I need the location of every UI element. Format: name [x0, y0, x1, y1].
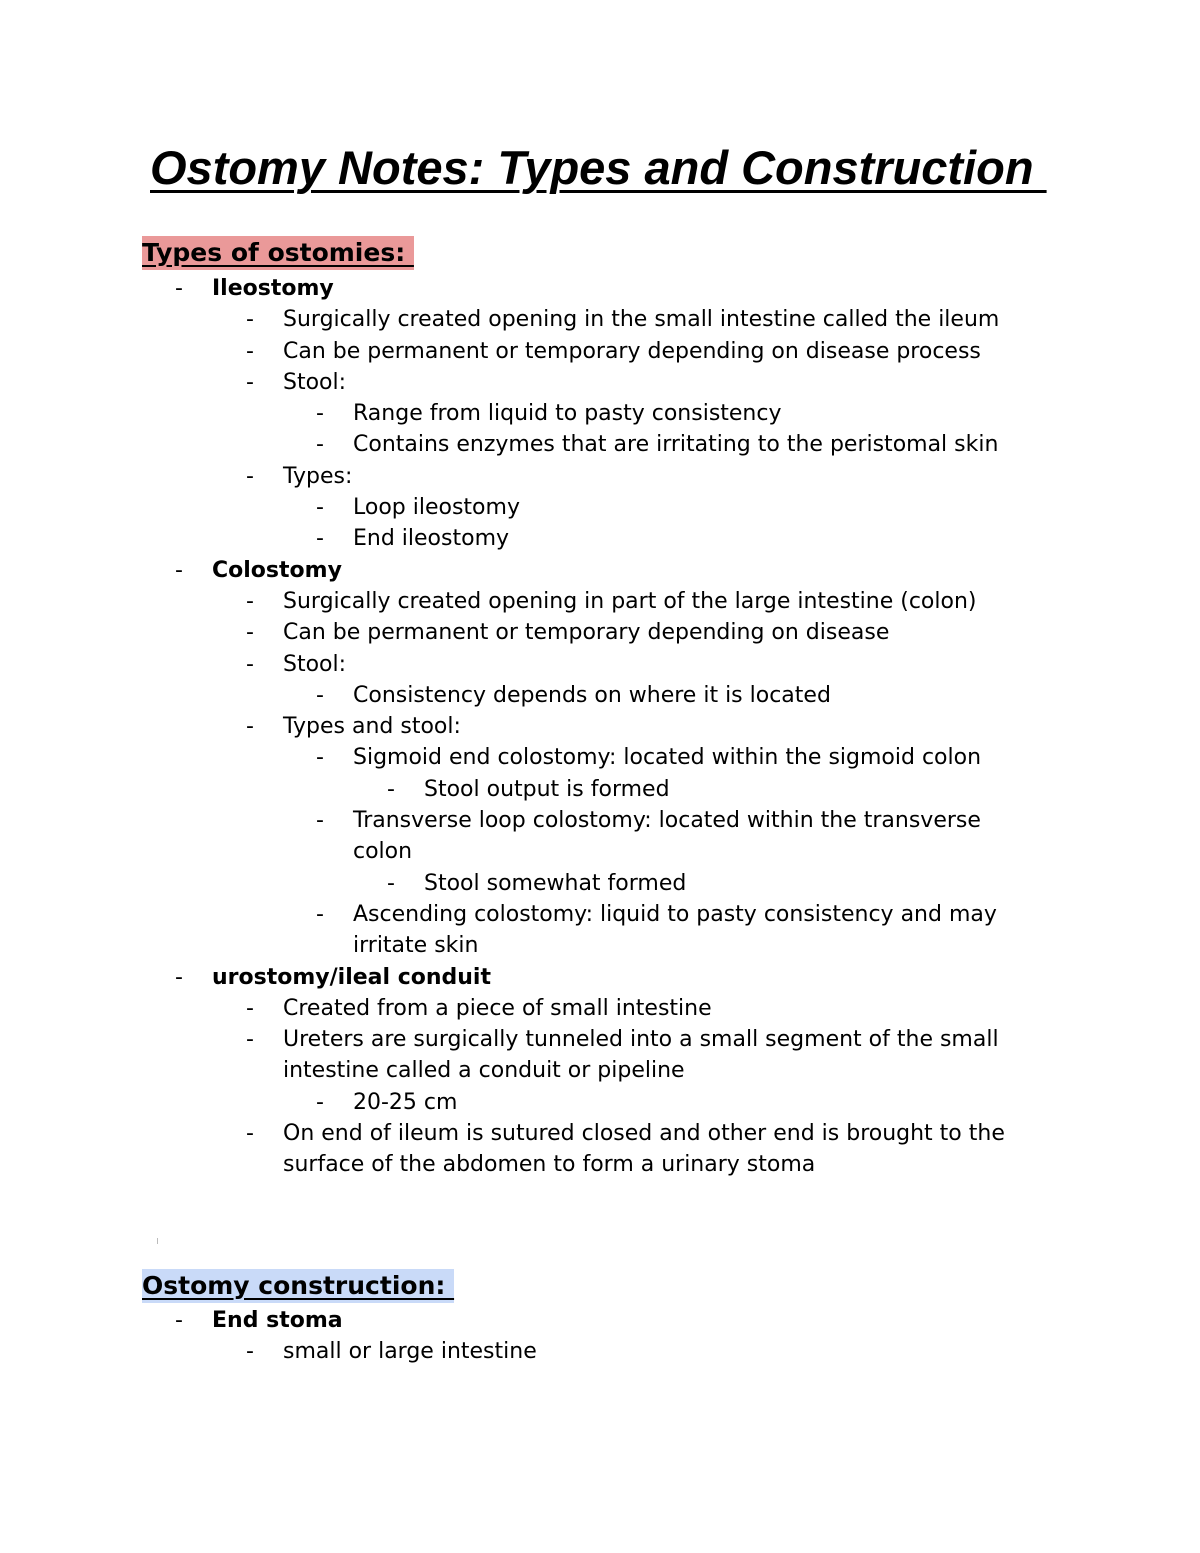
list-item-text: Stool somewhat formed — [424, 870, 687, 896]
list-item — [0, 649, 1200, 680]
list-item-text: Can be permanent or temporary depending on disease process — [283, 338, 981, 364]
list-item-continuation — [0, 1055, 1200, 1086]
list-item — [0, 1336, 1200, 1367]
bullet-dash: - — [316, 495, 324, 521]
section-heading-types: Types of ostomies: — [142, 236, 414, 270]
list-item-text: Types and stool: — [283, 714, 461, 740]
list-item — [0, 774, 1200, 805]
list-item — [0, 868, 1200, 899]
list-item-text: Contains enzymes that are irritating to the peristomal skin — [353, 432, 999, 458]
list-item — [0, 617, 1200, 648]
list-item-text: Surgically created opening in part of the large intestine (colon) — [283, 588, 977, 614]
stray-mark — [157, 1238, 158, 1244]
list-item — [0, 899, 1200, 930]
bullet-dash: - — [246, 307, 254, 333]
list-item-text: Can be permanent or temporary depending on disease — [283, 620, 890, 646]
bullet-dash: - — [316, 401, 324, 427]
bullet-dash: - — [316, 901, 324, 927]
bullet-dash: - — [316, 745, 324, 771]
list-item — [0, 1118, 1200, 1149]
list-item — [0, 1024, 1200, 1055]
bullet-dash: - — [316, 1089, 324, 1115]
bullet-dash: - — [175, 557, 183, 583]
list-item-text: Sigmoid end colostomy: located within the sigmoid colon — [353, 745, 982, 771]
list-item-text: irritate skin — [353, 933, 479, 959]
bullet-dash: - — [316, 432, 324, 458]
list-item-continuation — [0, 1149, 1200, 1180]
list-item-text: intestine called a conduit or pipeline — [283, 1058, 685, 1084]
list-item — [0, 586, 1200, 617]
list-item — [0, 962, 1200, 993]
bullet-dash: - — [246, 651, 254, 677]
list-item-text: On end of ileum is sutured closed and other end is brought to the — [283, 1121, 1005, 1147]
list-item — [0, 367, 1200, 398]
list-item-text: Ureters are surgically tunneled into a small segment of the small — [283, 1027, 999, 1053]
list-item — [0, 742, 1200, 773]
list-item-text: Loop ileostomy — [353, 495, 520, 521]
list-item-text: surface of the abdomen to form a urinary stoma — [283, 1152, 816, 1178]
list-item-continuation — [0, 836, 1200, 867]
list-item — [0, 523, 1200, 554]
bullet-dash: - — [246, 714, 254, 740]
list-item — [0, 398, 1200, 429]
list-item-text: small or large intestine — [283, 1339, 537, 1365]
list-item-text: Colostomy — [212, 557, 342, 583]
list-item — [0, 711, 1200, 742]
list-item-text: End stoma — [212, 1308, 343, 1333]
bullet-dash: - — [316, 526, 324, 552]
list-item-continuation — [0, 930, 1200, 961]
bullet-dash: - — [175, 964, 183, 990]
bullet-dash: - — [246, 620, 254, 646]
bullet-dash: - — [175, 1308, 183, 1333]
list-item-text: urostomy/ileal conduit — [212, 964, 491, 990]
bullet-dash: - — [246, 995, 254, 1021]
bullet-dash: - — [246, 338, 254, 364]
bullet-dash: - — [387, 870, 395, 896]
page-title: Ostomy Notes: Types and Construction — [150, 141, 1047, 194]
list-item — [0, 680, 1200, 711]
list-item-text: Ileostomy — [212, 276, 334, 301]
bullet-dash: - — [316, 682, 324, 708]
bullet-dash: - — [316, 808, 324, 834]
list-item — [0, 555, 1200, 586]
list-item — [0, 492, 1200, 523]
list-item-text: colon — [353, 839, 413, 865]
bullet-dash: - — [246, 588, 254, 614]
list-item-text: Stool: — [283, 369, 347, 395]
list-item-text: 20-25 cm — [353, 1089, 458, 1115]
list-item-text: Created from a piece of small intestine — [283, 995, 712, 1021]
list-item-text: Stool: — [283, 651, 347, 677]
bullet-dash: - — [246, 1121, 254, 1147]
list-item-text: Stool output is formed — [424, 776, 670, 802]
list-item-text: Transverse loop colostomy: located within the transverse — [353, 808, 981, 834]
types-list — [0, 273, 1200, 1181]
list-item-text: Types: — [283, 463, 353, 489]
bullet-dash: - — [175, 276, 183, 301]
list-item — [0, 1087, 1200, 1118]
list-item — [0, 1305, 1200, 1336]
list-item-text: Consistency depends on where it is located — [353, 682, 831, 708]
bullet-dash: - — [246, 369, 254, 395]
list-item — [0, 304, 1200, 335]
bullet-dash: - — [246, 1027, 254, 1053]
list-item — [0, 993, 1200, 1024]
list-item-text: End ileostomy — [353, 526, 510, 552]
bullet-dash: - — [246, 1339, 254, 1365]
list-item-text: Surgically created opening in the small intestine called the ileum — [283, 307, 1000, 333]
list-item-text: Ascending colostomy: liquid to pasty consistency and may — [353, 901, 997, 927]
construction-list — [0, 1305, 1200, 1368]
bullet-dash: - — [246, 463, 254, 489]
list-item-text: Range from liquid to pasty consistency — [353, 401, 782, 427]
bullet-dash: - — [387, 776, 395, 802]
list-item — [0, 429, 1200, 460]
list-item — [0, 461, 1200, 492]
section-heading-construction: Ostomy construction: — [142, 1269, 454, 1303]
list-item — [0, 336, 1200, 367]
list-item — [0, 273, 1200, 304]
list-item — [0, 805, 1200, 836]
